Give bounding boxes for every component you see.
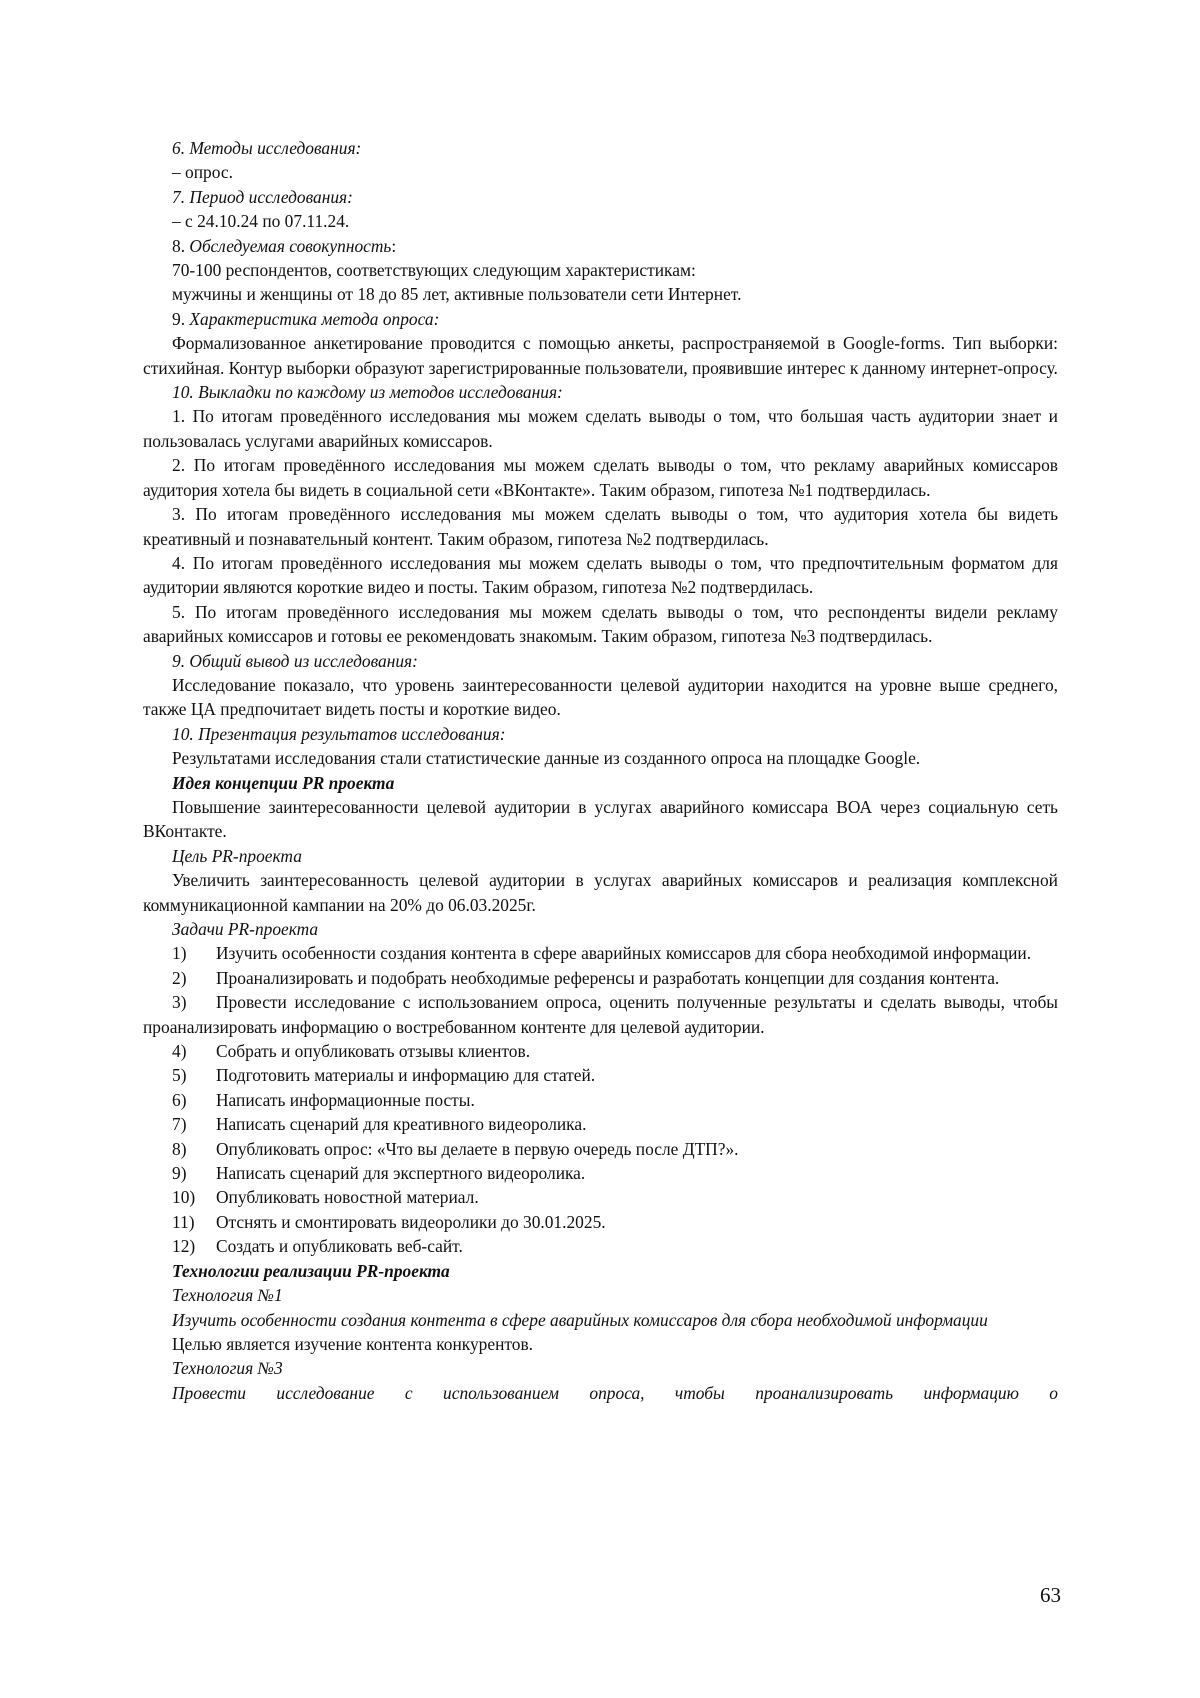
task-number: 9) bbox=[172, 1163, 187, 1184]
finding-item: 3. По итогам проведённого исследования мы можем сделать выводы о том, что аудитория хотела бы видеть креативный и познавательный контент. Таким образом, гипотеза №2 подтвердилась. bbox=[143, 504, 1058, 549]
task-number: 4) bbox=[172, 1041, 187, 1062]
finding-item: 1. По итогам проведённого исследования мы можем сделать выводы о том, что большая часть аудитории знает и пользовалась услугами аварийных комиссаров. bbox=[143, 406, 1058, 451]
task-item bbox=[143, 1088, 1058, 1112]
task-item bbox=[143, 1161, 1058, 1185]
task-item bbox=[143, 1063, 1058, 1087]
tech3-subheading: Провести исследование с использованием опроса, чтобы проанализировать информацию о bbox=[172, 1382, 1058, 1403]
task-item bbox=[143, 1234, 1058, 1258]
task-item bbox=[143, 966, 1058, 990]
finding-item: 4. По итогам проведённого исследования мы можем сделать выводы о том, что предпочтительным форматом для аудитории являются короткие видео и посты. Таким образом, гипотеза №2 подтвердилась. bbox=[143, 552, 1058, 598]
population-text-2: мужчины и женщины от 18 до 85 лет, активные пользователи сети Интернет. bbox=[172, 284, 742, 305]
period-text: – с 24.10.24 по 07.11.24. bbox=[172, 211, 350, 232]
methods-text: – опрос. bbox=[172, 162, 233, 183]
concept-heading: Идея концепции PR проекта bbox=[172, 772, 395, 793]
task-number: 5) bbox=[172, 1065, 187, 1086]
tech3-heading: Технология №3 bbox=[172, 1358, 283, 1379]
presentation-text: Результатами исследования стали статистические данные из созданного опроса на площадке Google. bbox=[172, 748, 921, 769]
tasks-heading: Задачи PR-проекта bbox=[172, 919, 319, 939]
goal-text: Увеличить заинтересованность целевой аудитории в услугах аварийных комиссаров и реализация комплексной коммуникационной кампании на 20% до 06.03.2025г. bbox=[143, 870, 1058, 915]
method-char-heading-line bbox=[143, 307, 1058, 331]
task-number: 6) bbox=[172, 1089, 187, 1110]
task-number: 3) bbox=[172, 992, 187, 1013]
finding-item: 2. По итогам проведённого исследования мы можем сделать выводы о том, что рекламу аварийных комиссаров аудитория хотела бы видеть в социальной сети «ВКонтакте». Таким образом, гипотеза №1 подтвердилась. bbox=[143, 455, 1058, 500]
presentation-heading: 10. Презентация результатов исследования: bbox=[172, 723, 506, 744]
task-number: 1) bbox=[172, 943, 187, 964]
method-char-text: Формализованное анкетирование проводится с помощью анкеты, распространяемой в Google-forms. Тип выборки: стихийная. Контур выборки образуют зарегистрированные пользователи, проявившие интерес к данному интернет-опросу. bbox=[143, 333, 1058, 378]
task-number: 8) bbox=[172, 1138, 187, 1159]
tech1-text: Целью является изучение контента конкурентов. bbox=[172, 1333, 534, 1354]
period-heading: 7. Период исследования: bbox=[172, 186, 353, 207]
population-text-1: 70-100 респондентов, соответствующих следующим характеристикам: bbox=[172, 260, 696, 281]
task-number: 2) bbox=[172, 967, 187, 988]
conclusion-heading: 9. Общий вывод из исследования: bbox=[172, 650, 418, 671]
task-item bbox=[143, 941, 1058, 965]
concept-text: Повышение заинтересованности целевой аудитории в услугах аварийного комиссара ВОА через социальную сеть ВКонтакте. bbox=[143, 796, 1058, 842]
task-text: Написать сценарий для экспертного видеоролика. bbox=[216, 1163, 586, 1184]
tech-heading: Технологии реализации PR-проекта bbox=[172, 1260, 450, 1281]
population-heading: Обследуемая совокупность bbox=[189, 235, 392, 256]
task-text: Создать и опубликовать веб-сайт. bbox=[216, 1236, 463, 1257]
task-item bbox=[143, 1112, 1058, 1136]
task-text: Написать информационные посты. bbox=[216, 1089, 475, 1110]
document-page bbox=[143, 136, 1058, 1405]
conclusion-text: Исследование показало, что уровень заинтересованности целевой аудитории находится на уровне выше среднего, также ЦА предпочитает видеть посты и короткие видео. bbox=[143, 674, 1058, 720]
task-number: 10) bbox=[172, 1187, 196, 1208]
task-item bbox=[143, 1185, 1058, 1209]
findings-heading: 10. Выкладки по каждому из методов исследования: bbox=[172, 382, 563, 403]
task-item bbox=[143, 1137, 1058, 1161]
task-text: Собрать и опубликовать отзывы клиентов. bbox=[216, 1041, 531, 1062]
finding-item: 5. По итогам проведённого исследования мы можем сделать выводы о том, что респонденты видели рекламу аварийных комиссаров и готовы ее рекомендовать знакомым. Таким образом, гипотеза №3 подтвердилась. bbox=[143, 601, 1058, 647]
method-char-prefix: 9. bbox=[172, 308, 190, 329]
task-text: Опубликовать опрос: «Что вы делаете в первую очередь после ДТП?». bbox=[216, 1138, 739, 1159]
task-text: Отснять и смонтировать видеоролики до 30.01.2025. bbox=[216, 1211, 606, 1232]
page-number: 63 bbox=[1040, 1583, 1061, 1607]
tech1-heading: Технология №1 bbox=[172, 1285, 283, 1306]
task-text: Провести исследование с использованием опроса, оценить полученные результаты и сделать выводы, чтобы проанализировать информацию о востребованном контенте для целевой аудитории. bbox=[143, 992, 1058, 1037]
goal-heading: Цель PR-проекта bbox=[172, 845, 302, 866]
task-number: 11) bbox=[172, 1211, 195, 1232]
task-text: Подготовить материалы и информацию для статей. bbox=[216, 1065, 596, 1086]
population-prefix: 8. bbox=[172, 235, 190, 256]
task-text: Опубликовать новостной материал. bbox=[216, 1187, 479, 1208]
population-suffix: : bbox=[391, 235, 397, 256]
task-number: 7) bbox=[172, 1114, 187, 1135]
task-item bbox=[143, 1039, 1058, 1063]
task-text: Написать сценарий для креативного видеоролика. bbox=[216, 1114, 587, 1135]
methods-heading: 6. Методы исследования: bbox=[172, 138, 362, 158]
task-text: Изучить особенности создания контента в сфере аварийных комиссаров для сбора необходимой информации. bbox=[216, 943, 1032, 964]
task-text: Проанализировать и подобрать необходимые референсы и разработать концепции для создания контента. bbox=[216, 967, 1000, 988]
task-item bbox=[143, 990, 1058, 1039]
task-item bbox=[143, 1210, 1058, 1234]
population-heading-line bbox=[143, 234, 1058, 258]
task-number: 12) bbox=[172, 1236, 196, 1257]
method-char-heading: Характеристика метода опроса: bbox=[189, 308, 440, 329]
tech1-subheading: Изучить особенности создания контента в сфере аварийных комиссаров для сбора необходимой информации bbox=[172, 1309, 988, 1330]
